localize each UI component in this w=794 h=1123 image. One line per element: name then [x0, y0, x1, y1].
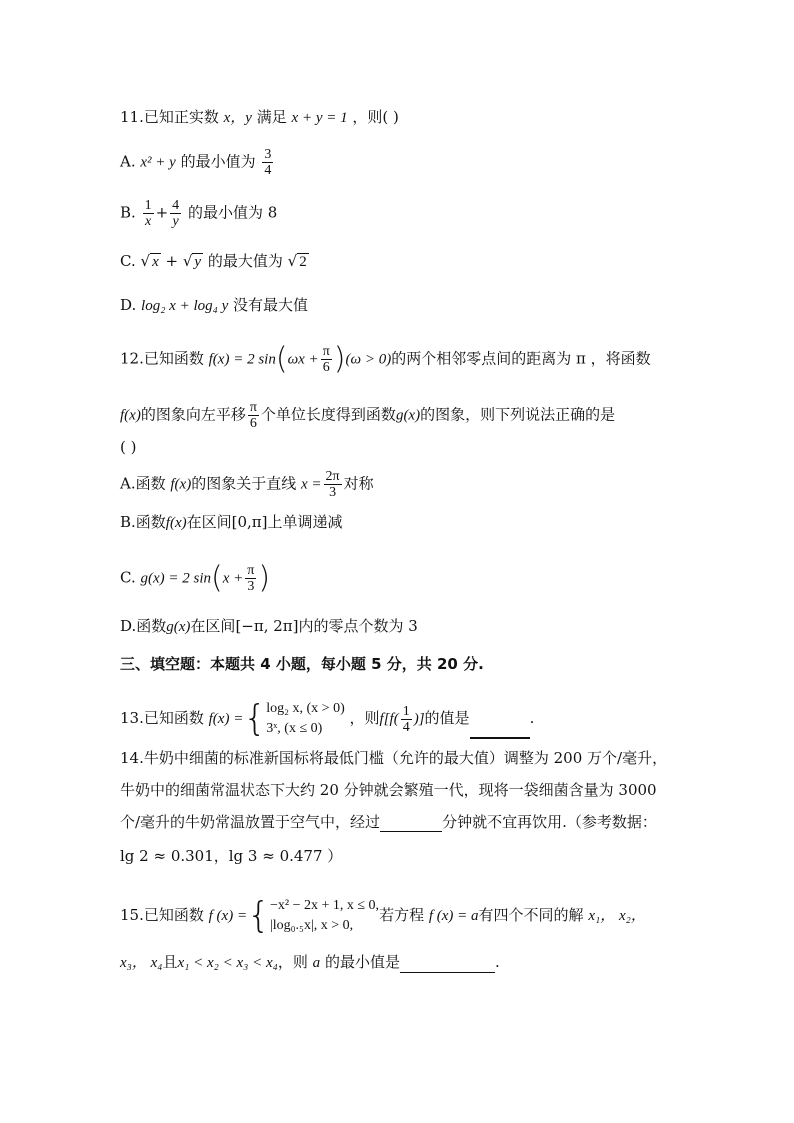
q12-option-c: C. g(x) = 2 sin(x + $\frac{\pi}{3}$ ) — [120, 560, 271, 596]
q11-eq: x + y = 1 — [291, 110, 348, 126]
option-label: C. — [120, 252, 136, 270]
q12-text: 个单位长度得到函数 — [260, 405, 396, 424]
q15-mid: 若方程 — [379, 906, 425, 924]
q14-line3 — [120, 812, 657, 832]
q12-d-g: g(x) — [166, 619, 191, 635]
q15-line2 — [120, 952, 500, 973]
numerator: π — [247, 563, 255, 578]
q12-line2 — [120, 400, 615, 431]
denominator: 3 — [329, 485, 337, 500]
q14-line1: 14.牛奶中细菌的标准新国标将最低门槛（允许的最大值）调整为 200 万个/毫升， — [120, 749, 668, 767]
q12-g: g(x) — [395, 407, 421, 424]
q15-text: 有四个不同的解 — [478, 906, 584, 924]
q12-pi6 — [321, 344, 332, 375]
q12-func: f(x) = 2 sin — [208, 351, 276, 368]
numerator: π — [249, 400, 257, 415]
q12-a-f: f(x) — [170, 476, 192, 493]
denominator: 6 — [249, 416, 257, 431]
option-label: C. — [120, 568, 136, 587]
answer-blank[interactable] — [470, 723, 530, 739]
sqrt-x: √ x — [140, 252, 159, 270]
q12-stem: 12.已知函数 f(x) = 2 sin(ωx + $\frac{\pi}{6}$ )(ω > 0)的两个相邻零点间的距离为 π ，将函数 — [120, 341, 651, 377]
q15-text: ，则 — [277, 953, 308, 971]
q11-c-text: 的最大值为 — [207, 252, 283, 270]
q12-text: 的图象，则下列说法正确的是 — [420, 405, 616, 424]
q15-a: a — [312, 955, 321, 971]
q15-vars: x₁， x₂， — [588, 908, 646, 924]
denominator: y — [172, 214, 179, 229]
q12-d-interval: [−π, 2π] — [235, 617, 299, 635]
q13-cases — [266, 699, 345, 739]
q15-text: 且 — [162, 953, 178, 971]
q13-case1: log₂ x, (x > 0) — [266, 701, 345, 716]
q13-mid: ，则 — [349, 709, 380, 727]
q12-cond: (ω > 0) — [345, 351, 392, 368]
q12-c-expr: g(x) = 2 sin — [140, 570, 212, 587]
q15-vars2: x₃， x₄ — [120, 955, 163, 971]
sqrt-2: √ 2 — [287, 252, 307, 270]
q13-prefix: 13.已知函数 — [120, 709, 204, 727]
q12-d-tail: 内的零点个数为 3 — [298, 617, 418, 635]
q15-end: . — [494, 953, 500, 971]
q11-option-d — [120, 295, 308, 316]
q11-a-text: 的最小值为 — [180, 152, 256, 171]
q11-suffix: ，则( ) — [352, 108, 399, 126]
q11-d-expr: log₂ x + log₄ y — [141, 298, 229, 314]
numerator: 2π — [325, 469, 340, 484]
q15-text: 的最小值是 — [324, 953, 400, 971]
q13-expr-end: )] — [413, 711, 425, 727]
q11-b-text: 的最小值为 8 — [187, 203, 278, 222]
q11-option-c: C. √ x + √ y 的最大值为 √ 2 — [120, 252, 307, 270]
q15-stem: 15.已知函数 f (x) ={ −x² − 2x + 1, x ≤ 0, |log₀.₅x|, x > 0, 若方程 f (x) = a有四个不同的解 x₁， x₂， — [120, 895, 646, 936]
q12-option-a — [120, 469, 374, 500]
q13-tail: 的值是 — [424, 709, 470, 727]
q11-a-fraction — [262, 147, 273, 178]
q15-eq: f (x) = a — [428, 908, 479, 924]
q12-a-eq: x = — [301, 476, 322, 493]
option-label: B. — [120, 203, 136, 222]
option-label: A.函数 — [120, 474, 166, 493]
option-label: D. — [120, 296, 137, 314]
q13-case2: 3ˣ, (x ≤ 0) — [266, 721, 323, 736]
q12-a-frac — [324, 469, 342, 500]
numerator: 3 — [264, 147, 272, 162]
denominator: 4 — [402, 719, 410, 735]
q15-ineq: x₁ < x₂ < x₃ < x₄ — [177, 955, 278, 971]
q15-cases — [270, 896, 379, 936]
numerator: 4 — [172, 198, 180, 213]
q12-c-frac — [245, 563, 256, 594]
denominator: 4 — [264, 163, 272, 178]
q12-b-tail: 上单调递减 — [267, 513, 343, 531]
denominator: x — [144, 214, 152, 229]
q11-vars: x，y — [223, 110, 252, 126]
q12-a-text: 的图象关于直线 — [191, 474, 297, 493]
q13-end: . — [529, 709, 535, 727]
numerator: 1 — [144, 198, 152, 213]
q12-option-d — [120, 616, 418, 637]
option-label: B.函数 — [120, 513, 166, 531]
q12-a-tail: 对称 — [343, 474, 374, 493]
q15-case1: −x² − 2x + 1, x ≤ 0, — [269, 898, 380, 913]
q12-line3 — [120, 437, 136, 457]
q14-line4: lg 2 ≈ 0.301，lg 3 ≈ 0.477 ） — [120, 847, 343, 865]
q13-f: f(x) = — [208, 711, 244, 727]
q11-d-text: 没有最大值 — [233, 296, 309, 314]
q14-text: 分钟就不宜再饮用.（参考数据： — [442, 813, 657, 831]
q12-b-f: f(x) — [165, 515, 187, 531]
q11-stem — [120, 107, 399, 128]
sqrt-y: √ y — [182, 252, 202, 270]
q12-option-b — [120, 512, 343, 533]
q12-c-arg: x + — [222, 570, 244, 587]
q12-text: 的图象向左平移 — [140, 405, 246, 424]
q13-frac — [401, 704, 412, 735]
q12-prefix: 12.已知函数 — [120, 349, 204, 368]
q11-b-frac2 — [170, 198, 181, 229]
option-label: D.函数 — [120, 617, 167, 635]
q15-f: f (x) = — [208, 908, 248, 924]
q12-suffix: 的两个相邻零点间的距离为 π ，将函数 — [391, 349, 651, 368]
numerator: 1 — [402, 703, 410, 719]
section-heading: 三、填空题：本题共 4 小题，每小题 5 分，共 20 分. — [120, 655, 484, 673]
q12-parens: ( ) — [120, 438, 137, 456]
q12-b-text: 在区间 — [186, 513, 232, 531]
q11-prefix: 11.已知正实数 — [120, 108, 219, 126]
q15-prefix: 15.已知函数 — [120, 906, 204, 924]
denominator: 6 — [322, 360, 330, 375]
answer-blank[interactable] — [400, 958, 495, 973]
q11-a-expr: x² + y — [140, 154, 176, 171]
q14-line2: 牛奶中的细菌常温状态下大约 20 分钟就会繁殖一代，现将一袋细菌含量为 3000 — [120, 781, 657, 799]
denominator: 3 — [247, 579, 255, 594]
q15-case2: |log₀.₅x|, x > 0, — [269, 918, 354, 933]
q11-option-b: B. $\frac{1}{x}$ + $\frac{4}{y}$ 的最小值为 8 — [120, 198, 278, 229]
q13-stem: 13.已知函数 f(x) ={ log₂ x, (x > 0) 3ˣ, (x ≤ 0) ，则f[f( $\frac{1}{4}$ )]的值是 . — [120, 698, 535, 739]
q11-b-frac1 — [143, 198, 154, 229]
q12-arg: ωx + — [287, 351, 319, 368]
numerator: π — [322, 344, 330, 359]
q11-option-a — [120, 147, 275, 178]
answer-blank[interactable] — [380, 817, 442, 832]
q14-text: 个/毫升的牛奶常温放置于空气中，经过 — [120, 813, 381, 831]
radicand: 2 — [299, 254, 307, 270]
q12-f: f(x) — [120, 407, 141, 424]
q11-mid: 满足 — [256, 108, 287, 126]
q12-d-text: 在区间 — [190, 617, 236, 635]
q13-expr: f[f( — [379, 711, 399, 727]
option-label: A. — [120, 152, 136, 171]
q12-b-interval: [0,π] — [231, 513, 268, 531]
q12-shift — [248, 400, 259, 431]
